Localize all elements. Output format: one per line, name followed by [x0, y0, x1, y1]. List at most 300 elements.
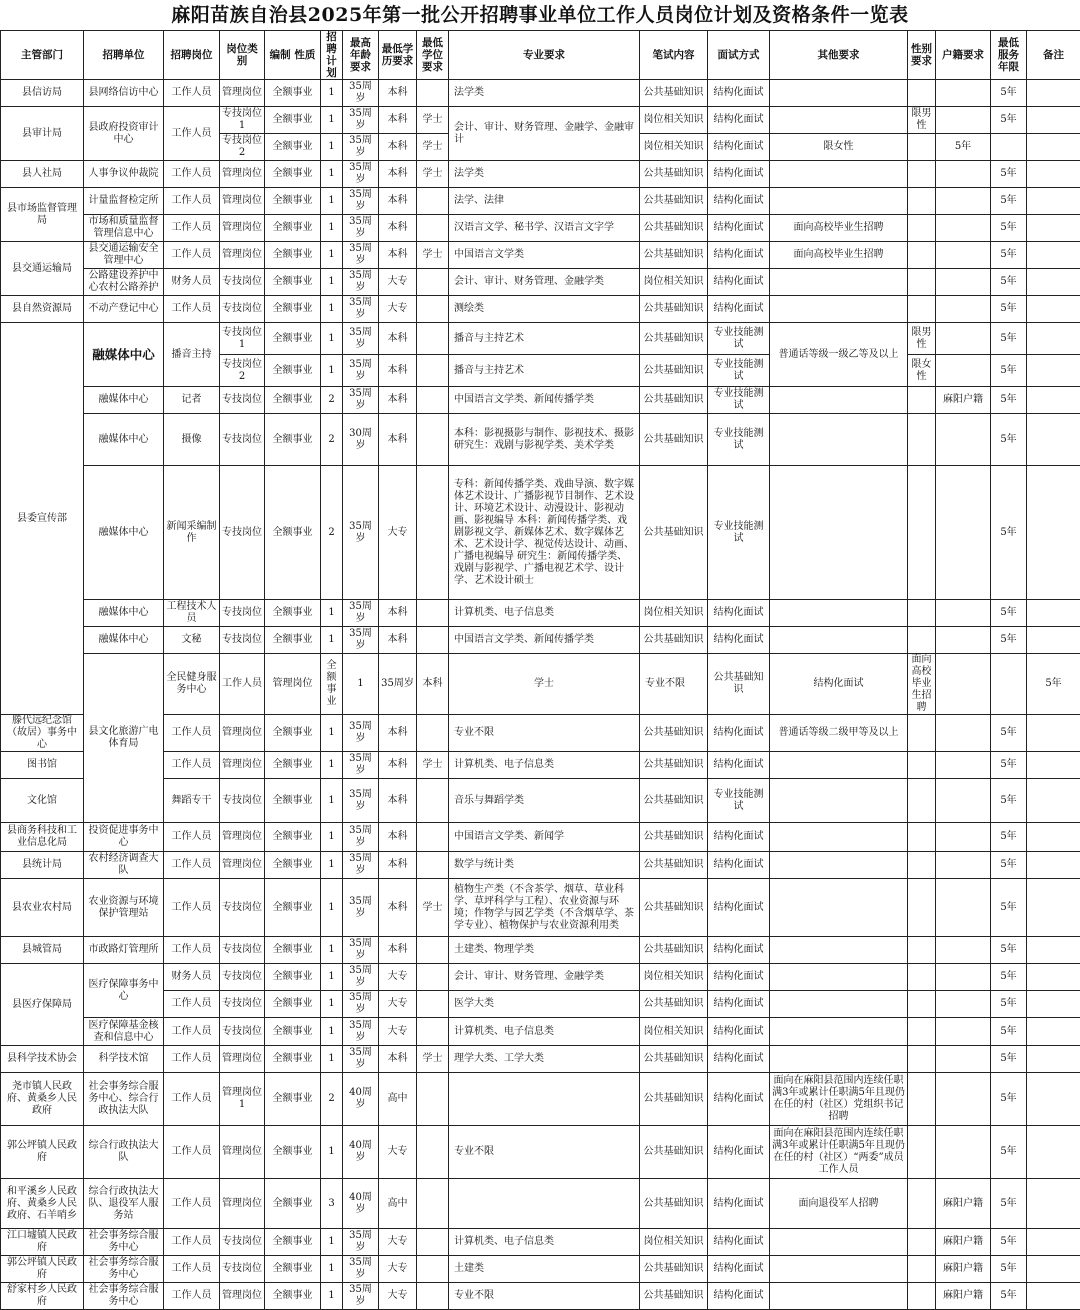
- remark-cell: [1027, 1283, 1080, 1310]
- plan-cell: 2: [321, 466, 343, 600]
- major-cell: 计算机类、电子信息类: [449, 600, 640, 627]
- major-cell: 医学大类: [449, 991, 640, 1018]
- post-cell: 工作人员: [164, 715, 220, 752]
- major-cell: 中国语言文学类: [449, 242, 640, 269]
- hukou-cell: [936, 1073, 991, 1126]
- exam-cell: 公共基础知识: [640, 991, 708, 1018]
- age-cell: 40周岁: [343, 1073, 379, 1126]
- degree-cell: [417, 466, 449, 600]
- post-cell: 财务人员: [164, 964, 220, 991]
- category-cell: 专技岗位: [220, 879, 265, 937]
- age-cell: 35周岁: [343, 779, 379, 823]
- category-cell: 管理岗位: [220, 242, 265, 269]
- interview-cell: 结构化面试: [708, 242, 770, 269]
- remark-cell: [1027, 627, 1080, 654]
- col-header: 最低学历要求: [379, 31, 417, 80]
- table-row: [1, 80, 1080, 107]
- edu-cell: 本科: [379, 414, 417, 466]
- age-cell: 35周岁: [343, 1229, 379, 1256]
- edu-cell: 大专: [379, 1018, 417, 1046]
- plan-cell: 1: [321, 600, 343, 627]
- plan-cell: 1: [321, 242, 343, 269]
- unit-cell: 农业资源与环境保护管理站: [84, 879, 164, 937]
- edu-cell: 本科: [379, 600, 417, 627]
- unit-cell: 医疗保障事务中心: [84, 964, 164, 1018]
- category-cell: 专技岗位1: [220, 323, 265, 355]
- other-cell: 面向退役军人招聘: [770, 1179, 908, 1229]
- years-cell: 5年: [991, 387, 1027, 414]
- nature-cell: 全额事业: [265, 387, 321, 414]
- degree-cell: [417, 215, 449, 242]
- category-cell: 专技岗位: [220, 1256, 265, 1283]
- years-cell: 5年: [991, 215, 1027, 242]
- remark-cell: [1027, 466, 1080, 600]
- table-row: [1, 215, 1080, 242]
- category-cell: 专技岗位: [220, 1229, 265, 1256]
- age-cell: 40周岁: [343, 1179, 379, 1229]
- hukou-cell: [936, 779, 991, 823]
- remark-cell: [991, 134, 1027, 161]
- other-cell: [770, 1046, 908, 1073]
- unit-cell: 社会事务综合服务中心: [84, 1283, 164, 1310]
- dept-cell: 县市场监督管理局: [1, 188, 84, 242]
- degree-cell: [417, 355, 449, 387]
- major-cell: 会计、审计、财务管理、金融学类: [449, 269, 640, 296]
- edu-cell: 大专: [379, 269, 417, 296]
- exam-cell: 公共基础知识: [640, 188, 708, 215]
- plan-cell: 1: [321, 715, 343, 752]
- years-cell: 5年: [991, 323, 1027, 355]
- major-cell: [449, 1073, 640, 1126]
- nature-cell: 全额事业: [265, 188, 321, 215]
- exam-cell: 岗位相关知识: [640, 269, 708, 296]
- other-cell: [770, 1283, 908, 1310]
- edu-cell: 本科: [379, 852, 417, 879]
- age-cell: 35周岁: [343, 1046, 379, 1073]
- nature-cell: 全额事业: [265, 1018, 321, 1046]
- degree-cell: [417, 779, 449, 823]
- hukou-cell: [936, 80, 991, 107]
- gender-cell: 限女性: [770, 134, 908, 161]
- interview-cell: 专业技能测试: [708, 323, 770, 355]
- table-row: [1, 161, 1080, 188]
- nature-cell: 全额事业: [265, 1283, 321, 1310]
- category-cell: 专技岗位: [220, 466, 265, 600]
- hukou-cell: 麻阳户籍: [936, 1229, 991, 1256]
- years-cell: 5年: [991, 242, 1027, 269]
- major-cell: 专业不限: [640, 654, 708, 715]
- edu-cell: 本科: [379, 323, 417, 355]
- col-header: 招聘岗位: [164, 31, 220, 80]
- hukou-cell: [936, 215, 991, 242]
- table-row: [1, 937, 1080, 964]
- nature-cell: 全额事业: [265, 715, 321, 752]
- exam-cell: 公共基础知识: [640, 715, 708, 752]
- unit-cell: 滕代远纪念馆（故居）事务中心: [1, 715, 84, 752]
- remark-cell: [1027, 964, 1080, 991]
- exam-cell: 岗位相关知识: [640, 1018, 708, 1046]
- table-row: [1, 964, 1080, 991]
- plan-cell: 2: [321, 387, 343, 414]
- unit-cell: 农村经济调查大队: [84, 852, 164, 879]
- edu-cell: 本科: [379, 242, 417, 269]
- unit-cell: 全民健身服务中心: [164, 654, 220, 715]
- plan-cell: 1: [321, 107, 343, 134]
- gender-cell: [908, 1229, 936, 1256]
- plan-cell: 1: [321, 852, 343, 879]
- years-cell: 5年: [991, 107, 1027, 134]
- plan-cell: 1: [321, 937, 343, 964]
- unit-cell: 计量监督检定所: [84, 188, 164, 215]
- category-cell: 管理岗位: [220, 1179, 265, 1229]
- major-cell: 播音与主持艺术: [449, 323, 640, 355]
- edu-cell: 大专: [379, 1126, 417, 1179]
- category-cell: 管理岗位: [220, 852, 265, 879]
- category-cell: 管理岗位: [220, 188, 265, 215]
- plan-cell: 1: [321, 879, 343, 937]
- major-cell: 理学大类、工学大类: [449, 1046, 640, 1073]
- degree-cell: [417, 1018, 449, 1046]
- plan-cell: 1: [321, 627, 343, 654]
- other-cell: 面向在麻阳县范围内连续任职满3年或累计任职满5年且现仍在任的村（社区）党组织书记招聘: [770, 1073, 908, 1126]
- interview-cell: 结构化面试: [708, 1229, 770, 1256]
- degree-cell: [417, 937, 449, 964]
- post-cell: 工作人员: [220, 654, 265, 715]
- remark-cell: [1027, 1126, 1080, 1179]
- post-cell: 工作人员: [164, 296, 220, 323]
- age-cell: 35周岁: [343, 215, 379, 242]
- category-cell: 专技岗位2: [220, 355, 265, 387]
- nature-cell: 全额事业: [265, 1046, 321, 1073]
- nature-cell: 全额事业: [265, 1229, 321, 1256]
- gender-cell: [936, 654, 991, 715]
- years-cell: 5年: [991, 1283, 1027, 1310]
- age-cell: 35周岁: [343, 107, 379, 134]
- unit-cell: 融媒体中心: [84, 466, 164, 600]
- remark-cell: [1027, 1046, 1080, 1073]
- gender-cell: [908, 937, 936, 964]
- major-cell: 汉语言文学、秘书学、汉语言文字学: [449, 215, 640, 242]
- nature-cell: 全额事业: [265, 1256, 321, 1283]
- unit-cell: 社会事务综合服务中心: [84, 1256, 164, 1283]
- remark-cell: [1027, 1229, 1080, 1256]
- dept-cell: 县委宣传部: [1, 323, 84, 715]
- degree-cell: [417, 1073, 449, 1126]
- degree-cell: [417, 1283, 449, 1310]
- exam-cell: 公共基础知识: [640, 823, 708, 852]
- gender-cell: [908, 161, 936, 188]
- interview-cell: 专业技能测试: [708, 387, 770, 414]
- post-cell: 工作人员: [164, 215, 220, 242]
- remark-cell: [1027, 852, 1080, 879]
- category-cell: 专技岗位: [220, 991, 265, 1018]
- years-cell: 5年: [991, 80, 1027, 107]
- unit-cell: 融媒体中心: [84, 600, 164, 627]
- category-cell: 管理岗位: [220, 161, 265, 188]
- unit-cell: 人事争议仲裁院: [84, 161, 164, 188]
- major-cell: 中国语言文学类、新闻传播学类: [449, 387, 640, 414]
- degree-cell: [417, 188, 449, 215]
- post-cell: 财务人员: [164, 269, 220, 296]
- plan-cell: 1: [321, 188, 343, 215]
- hukou-cell: 麻阳户籍: [936, 387, 991, 414]
- other-cell: 面向高校毕业生招聘: [770, 215, 908, 242]
- post-cell: 工作人员: [164, 161, 220, 188]
- degree-cell: [417, 715, 449, 752]
- table-row: [1, 1179, 1080, 1229]
- degree-cell: [417, 387, 449, 414]
- edu-cell: 本科: [379, 188, 417, 215]
- remark-cell: [1027, 600, 1080, 627]
- edu-cell: 高中: [379, 1073, 417, 1126]
- exam-cell: 公共基础知识: [640, 215, 708, 242]
- years-cell: 5年: [991, 600, 1027, 627]
- other-cell: [770, 80, 908, 107]
- dept-cell: 县医疗保障局: [1, 964, 84, 1046]
- edu-cell: 本科: [379, 161, 417, 188]
- other-cell: 普通话等级一级乙等及以上: [770, 323, 908, 387]
- hukou-cell: [908, 134, 936, 161]
- col-header: 最高年龄要求: [343, 31, 379, 80]
- age-cell: 35周岁: [343, 823, 379, 852]
- hukou-cell: [936, 715, 991, 752]
- remark-cell: [1027, 1073, 1080, 1126]
- years-cell: 5年: [991, 879, 1027, 937]
- major-cell: 计算机类、电子信息类: [449, 752, 640, 779]
- age-cell: 35周岁: [343, 134, 379, 161]
- exam-cell: 公共基础知识: [640, 779, 708, 823]
- unit-cell: 社会事务综合服务中心: [84, 1229, 164, 1256]
- category-cell: 管理岗位: [265, 654, 321, 715]
- age-cell: 35周岁: [343, 296, 379, 323]
- hukou-cell: [936, 600, 991, 627]
- age-cell: 35周岁: [343, 1283, 379, 1310]
- interview-cell: 结构化面试: [708, 1073, 770, 1126]
- table-row: [1, 1283, 1080, 1310]
- col-header: 编制 性质: [265, 31, 321, 80]
- hukou-cell: [936, 991, 991, 1018]
- post-cell: 工作人员: [164, 752, 220, 779]
- hukou-cell: [936, 107, 991, 134]
- degree-cell: [417, 823, 449, 852]
- years-cell: 5年: [991, 1179, 1027, 1229]
- edu-cell: 本科: [379, 134, 417, 161]
- major-cell: [449, 1179, 640, 1229]
- post-cell: 工作人员: [164, 823, 220, 852]
- table-row: [1, 1073, 1080, 1126]
- years-cell: 5年: [991, 627, 1027, 654]
- nature-cell: 全额事业: [265, 414, 321, 466]
- exam-cell: 公共基础知识: [640, 161, 708, 188]
- post-cell: 新闻采编制作: [164, 466, 220, 600]
- col-header: 性别要求: [908, 31, 936, 80]
- edu-cell: 本科: [379, 1046, 417, 1073]
- category-cell: 专技岗位: [220, 296, 265, 323]
- category-cell: 管理岗位1: [220, 1073, 265, 1126]
- major-cell: 本科：影视摄影与制作、影视技术、摄影 研究生：戏剧与影视学类、美术学类: [449, 414, 640, 466]
- table-row: [1, 1018, 1080, 1046]
- unit-cell: 融媒体中心: [84, 414, 164, 466]
- category-cell: 专技岗位: [220, 627, 265, 654]
- gender-cell: [908, 823, 936, 852]
- age-cell: 35周岁: [343, 355, 379, 387]
- other-cell: [770, 600, 908, 627]
- interview-cell: 结构化面试: [708, 1018, 770, 1046]
- exam-cell: 公共基础知识: [640, 1256, 708, 1283]
- degree-cell: [417, 1179, 449, 1229]
- other-cell: [770, 296, 908, 323]
- major-cell: 土建类: [449, 1256, 640, 1283]
- gender-cell: [908, 188, 936, 215]
- years-cell: 5年: [991, 1229, 1027, 1256]
- col-header: 招聘单位: [84, 31, 164, 80]
- exam-cell: 岗位相关知识: [640, 107, 708, 134]
- interview-cell: 专业技能测试: [708, 779, 770, 823]
- hukou-cell: [936, 161, 991, 188]
- category-cell: 管理岗位: [220, 823, 265, 852]
- age-cell: 35周岁: [343, 1256, 379, 1283]
- interview-cell: 结构化面试: [708, 752, 770, 779]
- remark-cell: [1027, 991, 1080, 1018]
- dept-cell: 郭公坪镇人民政府: [1, 1126, 84, 1179]
- plan-cell: 1: [321, 355, 343, 387]
- age-cell: 35周岁: [343, 188, 379, 215]
- degree-cell: 学士: [417, 1046, 449, 1073]
- dept-cell: 县审计局: [1, 107, 84, 161]
- nature-cell: 全额事业: [265, 134, 321, 161]
- dept-cell: 县文化旅游广电体育局: [84, 654, 164, 823]
- nature-cell: 全额事业: [265, 242, 321, 269]
- remark-cell: [1027, 296, 1080, 323]
- other-cell: [770, 466, 908, 600]
- plan-cell: 2: [321, 1073, 343, 1126]
- nature-cell: 全额事业: [265, 107, 321, 134]
- hukou-cell: [936, 852, 991, 879]
- col-header: 户籍要求: [936, 31, 991, 80]
- age-cell: 35周岁: [379, 654, 417, 715]
- exam-cell: 公共基础知识: [640, 355, 708, 387]
- years-cell: 5年: [991, 991, 1027, 1018]
- interview-cell: 结构化面试: [708, 134, 770, 161]
- col-header: 备注: [1027, 31, 1080, 80]
- hukou-cell: [936, 188, 991, 215]
- col-header: 招聘计划: [321, 31, 343, 80]
- plan-cell: 1: [321, 1046, 343, 1073]
- edu-cell: 大专: [379, 296, 417, 323]
- plan-cell: 3: [321, 1179, 343, 1229]
- gender-cell: [908, 269, 936, 296]
- interview-cell: 结构化面试: [708, 823, 770, 852]
- post-cell: 记者: [164, 387, 220, 414]
- interview-cell: 结构化面试: [708, 964, 770, 991]
- major-cell: 专业不限: [449, 715, 640, 752]
- edu-cell: 本科: [379, 80, 417, 107]
- interview-cell: 结构化面试: [770, 654, 908, 715]
- table-row: [1, 323, 1080, 355]
- major-cell: 会计、审计、财务管理、金融学、金融审计: [449, 107, 640, 161]
- exam-cell: 公共基础知识: [640, 387, 708, 414]
- remark-cell: [1027, 1179, 1080, 1229]
- nature-cell: 全额事业: [265, 161, 321, 188]
- gender-cell: [908, 964, 936, 991]
- major-cell: 植物生产类（不含茶学、烟草、草业科学、草坪科学与工程）、农业资源与环境；作物学与园艺学类（不含烟草学、茶学专业）、植物保护与农业资源利用类: [449, 879, 640, 937]
- hukou-cell: [936, 355, 991, 387]
- gender-cell: [908, 414, 936, 466]
- age-cell: 35周岁: [343, 852, 379, 879]
- table-row: [1, 627, 1080, 654]
- exam-cell: 岗位相关知识: [640, 134, 708, 161]
- exam-cell: 公共基础知识: [640, 296, 708, 323]
- post-cell: 工作人员: [164, 1229, 220, 1256]
- post-cell: 工作人员: [164, 1126, 220, 1179]
- exam-cell: 公共基础知识: [640, 242, 708, 269]
- nature-cell: 全额事业: [265, 991, 321, 1018]
- edu-cell: 本科: [417, 654, 449, 715]
- unit-cell: 投资促进事务中心: [84, 823, 164, 852]
- gender-cell: [908, 387, 936, 414]
- gender-cell: [908, 296, 936, 323]
- unit-cell: 社会事务综合服务中心、综合行政执法大队: [84, 1073, 164, 1126]
- nature-cell: 全额事业: [265, 1073, 321, 1126]
- exam-cell: 公共基础知识: [640, 937, 708, 964]
- nature-cell: 全额事业: [265, 1126, 321, 1179]
- table-row: [1, 242, 1080, 269]
- unit-cell: 医疗保障基金核查和信息中心: [84, 1018, 164, 1046]
- exam-cell: 公共基础知识: [708, 654, 770, 715]
- exam-cell: 公共基础知识: [640, 627, 708, 654]
- table-row: [1, 107, 1080, 134]
- degree-cell: [417, 323, 449, 355]
- interview-cell: 结构化面试: [708, 1283, 770, 1310]
- age-cell: 30周岁: [343, 414, 379, 466]
- plan-cell: 1: [321, 80, 343, 107]
- post-cell: 工作人员: [164, 1073, 220, 1126]
- age-cell: 35周岁: [343, 466, 379, 600]
- degree-cell: [417, 627, 449, 654]
- years-cell: 5年: [991, 1126, 1027, 1179]
- gender-cell: [908, 991, 936, 1018]
- interview-cell: 结构化面试: [708, 1126, 770, 1179]
- remark-cell: [1027, 215, 1080, 242]
- years-cell: 5年: [991, 188, 1027, 215]
- hukou-cell: [936, 296, 991, 323]
- edu-cell: 大专: [379, 1229, 417, 1256]
- hukou-cell: [936, 752, 991, 779]
- col-header: 岗位类别: [220, 31, 265, 80]
- remark-cell: [1027, 355, 1080, 387]
- gender-cell: [908, 466, 936, 600]
- gender-cell: [908, 80, 936, 107]
- interview-cell: 结构化面试: [708, 161, 770, 188]
- recruitment-table: [0, 30, 1080, 1310]
- dept-cell: 江口墟镇人民政府: [1, 1229, 84, 1256]
- remark-cell: [1027, 1018, 1080, 1046]
- category-cell: 专技岗位: [220, 387, 265, 414]
- exam-cell: 岗位相关知识: [640, 1229, 708, 1256]
- remark-cell: [1027, 823, 1080, 852]
- edu-cell: 本科: [379, 355, 417, 387]
- table-row: [1, 466, 1080, 600]
- interview-cell: 结构化面试: [708, 879, 770, 937]
- hukou-cell: 麻阳户籍: [936, 1256, 991, 1283]
- hukou-cell: [936, 323, 991, 355]
- hukou-cell: [936, 627, 991, 654]
- edu-cell: 本科: [379, 627, 417, 654]
- other-cell: [770, 414, 908, 466]
- major-cell: 计算机类、电子信息类: [449, 1018, 640, 1046]
- table-row: [1, 387, 1080, 414]
- table-row: [1, 1229, 1080, 1256]
